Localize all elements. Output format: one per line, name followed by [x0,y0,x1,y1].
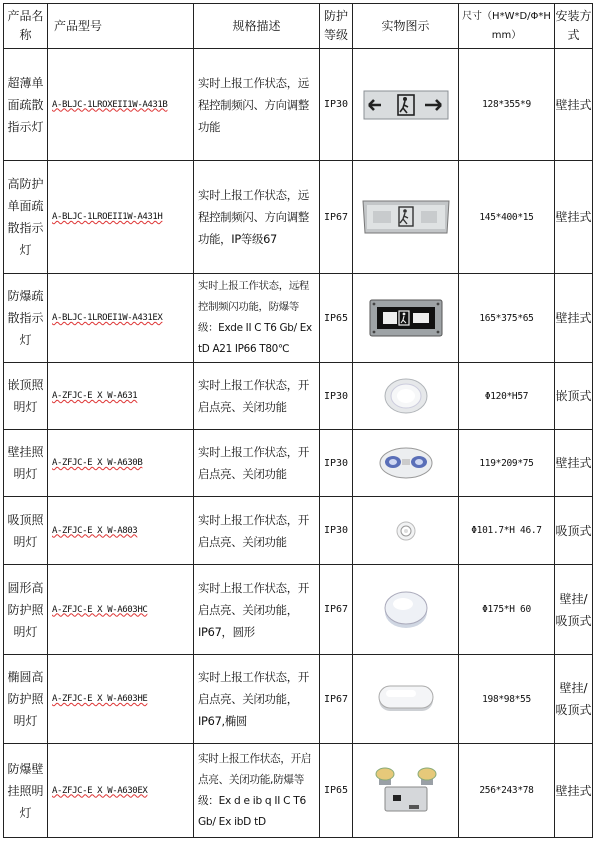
product-spec: 实时上报工作状态，开启点亮、关闭功能 [194,497,320,565]
product-install: 嵌顶式 [555,363,593,430]
product-ip: IP67 [320,565,353,655]
header-install: 安装方式 [555,4,593,49]
product-ip: IP30 [320,363,353,430]
product-name: 防爆疏散指示灯 [4,274,48,363]
recessed-downlight-image [381,376,431,416]
product-model: A-ZFJC-E X W-A803 [48,497,194,565]
product-ip: IP65 [320,744,353,838]
table-row [4,565,593,655]
product-model: A-BLJC-1LROEI1W-A431EX [48,274,194,363]
product-install: 壁挂式 [555,274,593,363]
product-ip: IP30 [320,430,353,497]
product-size: 256*243*78 [459,744,555,838]
product-install: 壁挂/吸顶式 [555,565,593,655]
product-size: 198*98*55 [459,655,555,744]
table-row [4,430,593,497]
product-image [353,274,459,363]
product-size: Φ120*H57 [459,363,555,430]
header-row [4,4,593,49]
product-image [353,744,459,838]
product-spec: 实时上报工作状态，远程控制频闪功能，防爆等级：Exde II C T6 Gb/ Ex tD A21 IP66 T80℃ [194,274,320,363]
product-model: A-ZFJC-E X W-A630EX [48,744,194,838]
product-model: A-ZFJC-E X W-A631 [48,363,194,430]
product-ip: IP30 [320,49,353,161]
product-name: 圆形高防护照明灯 [4,565,48,655]
product-install: 壁挂式 [555,161,593,274]
oval-protective-light-image [376,682,436,716]
explosion-proof-exit-sign-image [369,298,443,338]
product-size: 165*375*65 [459,274,555,363]
product-size: Φ101.7*H 46.7 [459,497,555,565]
wall-twin-light-image [378,445,434,481]
product-model: A-ZFJC-E X W-A603HC [48,565,194,655]
table-row [4,655,593,744]
product-image [353,430,459,497]
product-install: 吸顶式 [555,497,593,565]
product-spec: 实时上报工作状态，远程控制频闪、方向调整功能 [194,49,320,161]
product-model: A-BLJC-1LROEII1W-A431H [48,161,194,274]
product-size: 145*400*15 [459,161,555,274]
product-size: 128*355*9 [459,49,555,161]
product-spec: 实时上报工作状态，开启点亮、关闭功能，IP67,椭圆 [194,655,320,744]
table-row [4,497,593,565]
table-row [4,161,593,274]
product-install: 壁挂式 [555,49,593,161]
product-name: 椭圆高防护照明灯 [4,655,48,744]
product-spec: 实时上报工作状态，开启点亮、关闭功能，IP67，圆形 [194,565,320,655]
header-model: 产品型号 [48,4,194,49]
product-image [353,49,459,161]
product-spec: 实时上报工作状态，开启点亮、关闭功能 [194,430,320,497]
header-image: 实物图示 [353,4,459,49]
table-row [4,274,593,363]
table-row [4,49,593,161]
product-spec: 实时上报工作状态，开启点亮、关闭功能,防爆等级：Ex d e ib q II C T6 Gb/ Ex ibD tD [194,744,320,838]
product-name: 嵌顶照明灯 [4,363,48,430]
product-model: A-BLJC-1LROXEII1W-A431B [48,49,194,161]
product-model: A-ZFJC-E X W-A630B [48,430,194,497]
product-size: 119*209*75 [459,430,555,497]
thin-exit-sign-image [363,87,449,123]
header-name: 产品名称 [4,4,48,49]
ceiling-light-small-image [391,516,421,546]
product-table [3,3,593,838]
product-name: 吸顶照明灯 [4,497,48,565]
product-install: 壁挂/吸顶式 [555,655,593,744]
explosion-proof-twin-light-image [371,765,441,817]
table-row [4,744,593,838]
product-image [353,161,459,274]
product-name: 高防护单面疏散指示灯 [4,161,48,274]
product-install: 壁挂式 [555,430,593,497]
high-protection-exit-sign-image [361,197,451,237]
product-image [353,497,459,565]
product-name: 防爆壁挂照明灯 [4,744,48,838]
product-spec: 实时上报工作状态，开启点亮、关闭功能 [194,363,320,430]
product-image [353,363,459,430]
product-model: A-ZFJC-E X W-A603HE [48,655,194,744]
product-ip: IP65 [320,274,353,363]
product-size: Φ175*H 60 [459,565,555,655]
product-image [353,565,459,655]
table-row [4,363,593,430]
product-ip: IP67 [320,655,353,744]
round-protective-light-image [381,588,431,632]
product-ip: IP67 [320,161,353,274]
product-name: 超薄单面疏散指示灯 [4,49,48,161]
product-spec: 实时上报工作状态，远程控制频闪、方向调整功能，IP等级67 [194,161,320,274]
product-install: 壁挂式 [555,744,593,838]
product-name: 壁挂照明灯 [4,430,48,497]
product-ip: IP30 [320,497,353,565]
header-size: 尺寸（H*W*D/Φ*H mm） [459,4,555,49]
header-ip: 防护等级 [320,4,353,49]
header-spec: 规格描述 [194,4,320,49]
product-image [353,655,459,744]
